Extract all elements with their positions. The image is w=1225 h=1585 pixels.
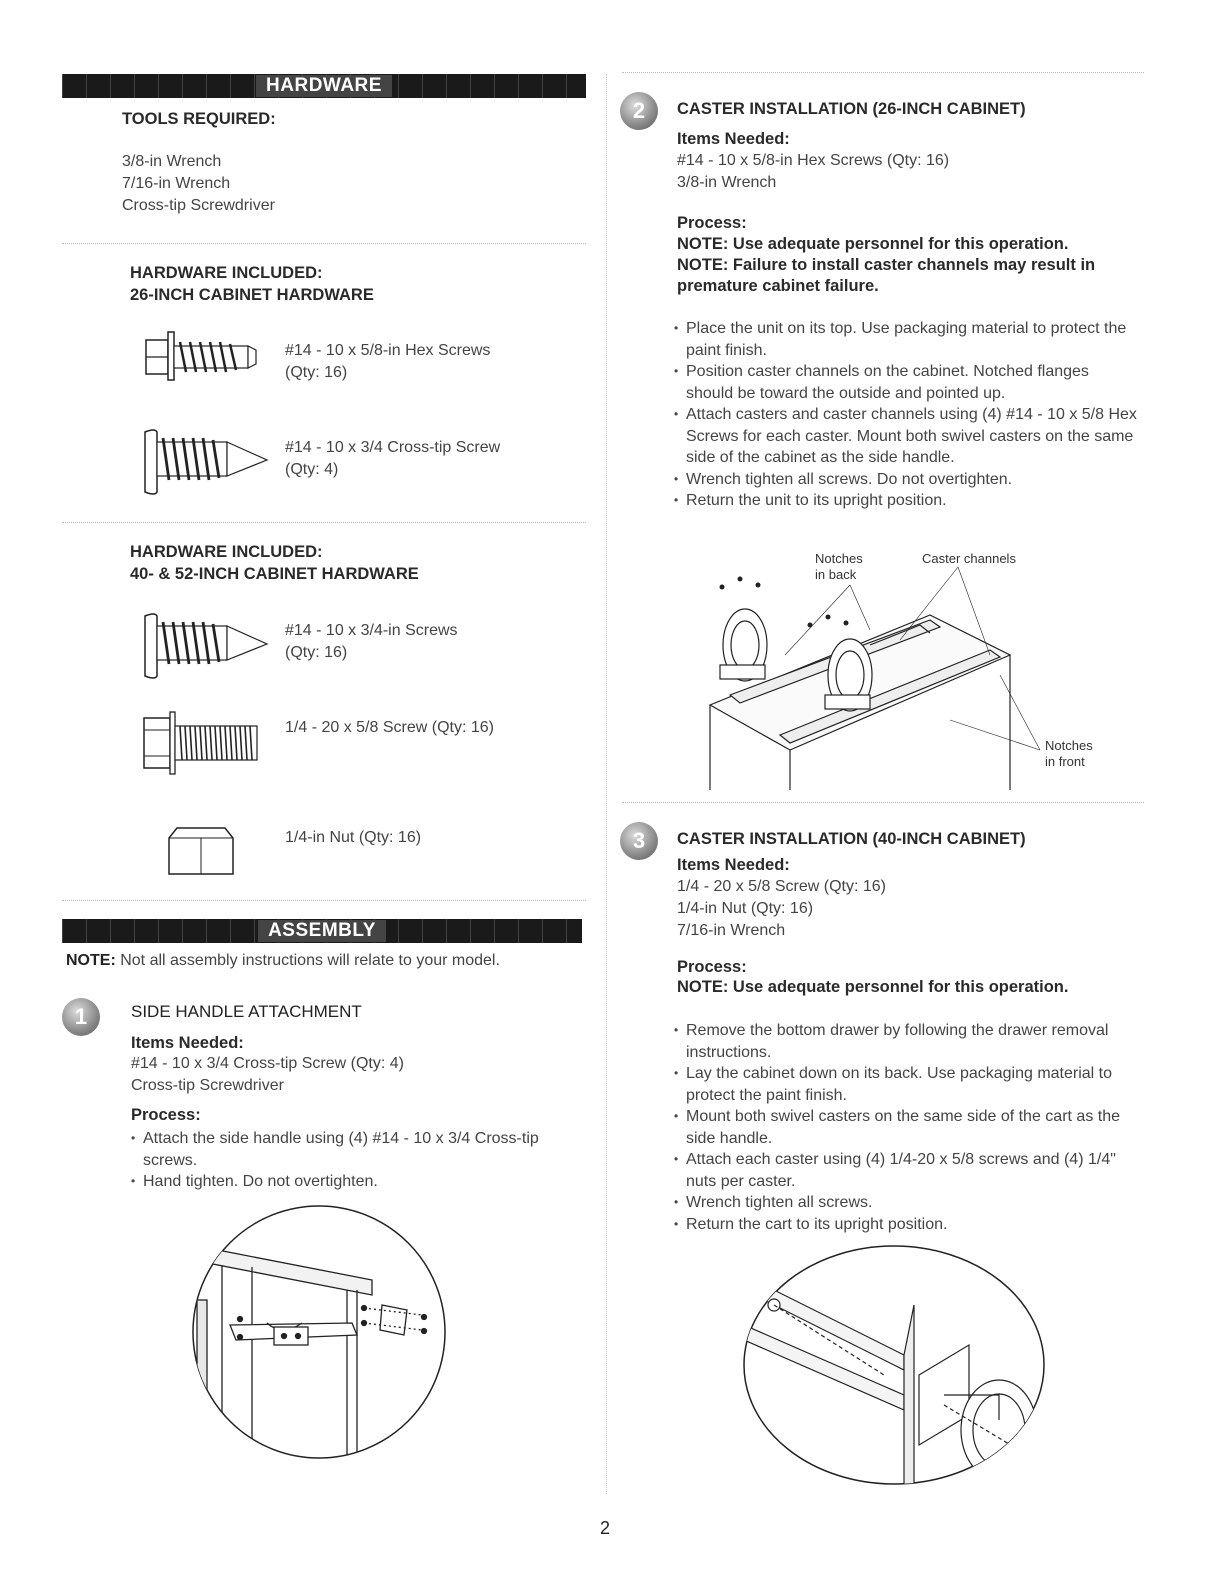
step-3-title: CASTER INSTALLATION (40-INCH CABINET) (677, 830, 1026, 848)
tool-item: 3/8-in Wrench (122, 153, 222, 170)
divider (62, 243, 586, 244)
items-needed-label: Items Needed: (677, 856, 790, 874)
hex-screw-icon (140, 328, 265, 384)
step-3-items: 1/4 - 20 x 5/8 Screw (Qty: 16) 1/4-in Nut (Qty: 16) 7/16-in Wrench (677, 878, 886, 939)
hardware-40-item: #14 - 10 x 3/4-in Screws (Qty: 16) (285, 622, 458, 661)
notches-front-label: Notches in front (1045, 738, 1093, 769)
cross-tip-screw-icon (143, 428, 268, 498)
tools-list (122, 151, 275, 217)
column-divider (606, 74, 607, 1494)
nut-icon (167, 826, 235, 876)
hardware-26-item: #14 - 10 x 5/8-in Hex Screws (Qty: 16) (285, 342, 491, 381)
hardware-26-title: HARDWARE INCLUDED: 26-INCH CABINET HARDWARE (130, 264, 374, 304)
flange-bolt-icon (140, 710, 265, 776)
divider (622, 802, 1144, 803)
caster-channels-label: Caster channels (922, 551, 1016, 566)
list-item: • Mount both swivel casters on the same side of the cart as the side handle. (674, 1106, 1124, 1149)
hardware-40-title: HARDWARE INCLUDED: 40- & 52-INCH CABINET HARDWARE (130, 543, 419, 583)
caster-40-illustration (744, 1245, 1044, 1485)
process-label: Process: (131, 1106, 201, 1124)
step-3-bullets (674, 1020, 1124, 1235)
assembly-note: NOTE: Not all assembly instructions will relate to your model. (66, 952, 500, 969)
caster-channel-illustration (700, 545, 1100, 790)
step-2-bullets (674, 318, 1139, 512)
list-item: • Return the unit to its upright position. (674, 490, 1139, 512)
list-item: • Return the cart to its upright position. (674, 1214, 1124, 1236)
hardware-40-item: 1/4-in Nut (Qty: 16) (285, 829, 422, 846)
step-2-badge: 2 (620, 92, 658, 130)
process-label: Process: (677, 958, 747, 976)
items-needed-label: Items Needed: (131, 1034, 244, 1052)
cross-tip-screw-icon (143, 612, 268, 682)
side-handle-illustration (192, 1205, 447, 1460)
step-3-notes: NOTE: Use adequate personnel for this operation. (677, 978, 1069, 996)
divider (62, 900, 586, 901)
step-2-title: CASTER INSTALLATION (26-INCH CABINET) (677, 100, 1026, 118)
step-1-bullets (131, 1128, 591, 1193)
list-item: • Wrench tighten all screws. Do not overtighten. (674, 469, 1139, 491)
step-1-badge: 1 (62, 998, 100, 1036)
page-number: 2 (600, 1518, 611, 1538)
step-2-items: #14 - 10 x 5/8-in Hex Screws (Qty: 16) 3/8-in Wrench (677, 152, 950, 191)
divider (62, 522, 586, 523)
assembly-banner: ASSEMBLY (62, 919, 582, 943)
step-1-title: SIDE HANDLE ATTACHMENT (131, 1002, 362, 1021)
list-item: • Lay the cabinet down on its back. Use packaging material to protect the paint finish. (674, 1063, 1124, 1106)
list-item: • Remove the bottom drawer by following the drawer removal instructions. (674, 1020, 1124, 1063)
tools-required-title: TOOLS REQUIRED: (122, 110, 276, 128)
step-2-notes: NOTE: Use adequate personnel for this operation. NOTE: Failure to install caster channels may result in premature cabinet failure. (677, 235, 1096, 295)
list-item: • Hand tighten. Do not overtighten. (131, 1171, 591, 1193)
list-item: • Wrench tighten all screws. (674, 1192, 1124, 1214)
list-item: • Place the unit on its top. Use packaging material to protect the paint finish. (674, 318, 1139, 361)
list-item: • Attach casters and caster channels using (4) #14 - 10 x 5/8 Hex Screws for each caster. Mount both swivel casters on the same side of the cabinet as the side handle. (674, 404, 1139, 469)
items-needed-label: Items Needed: (677, 130, 790, 148)
hardware-banner: HARDWARE (62, 74, 586, 98)
step-3-badge: 3 (620, 822, 658, 860)
divider (622, 72, 1144, 73)
hardware-26-item: #14 - 10 x 3/4 Cross-tip Screw (Qty: 4) (285, 439, 501, 478)
notches-back-label: Notches in back (815, 551, 863, 582)
list-item: • Position caster channels on the cabinet. Notched flanges should be toward the outside and pointed up. (674, 361, 1139, 404)
tool-item: 7/16-in Wrench (122, 175, 231, 192)
step-1-items: #14 - 10 x 3/4 Cross-tip Screw (Qty: 4) Cross-tip Screwdriver (131, 1055, 404, 1094)
process-label: Process: (677, 214, 747, 232)
tool-item: Cross-tip Screwdriver (122, 197, 275, 214)
list-item: • Attach each caster using (4) 1/4-20 x 5/8 screws and (4) 1/4" nuts per caster. (674, 1149, 1124, 1192)
list-item: • Attach the side handle using (4) #14 - 10 x 3/4 Cross-tip screws. (131, 1128, 591, 1171)
hardware-40-item: 1/4 - 20 x 5/8 Screw (Qty: 16) (285, 719, 494, 736)
